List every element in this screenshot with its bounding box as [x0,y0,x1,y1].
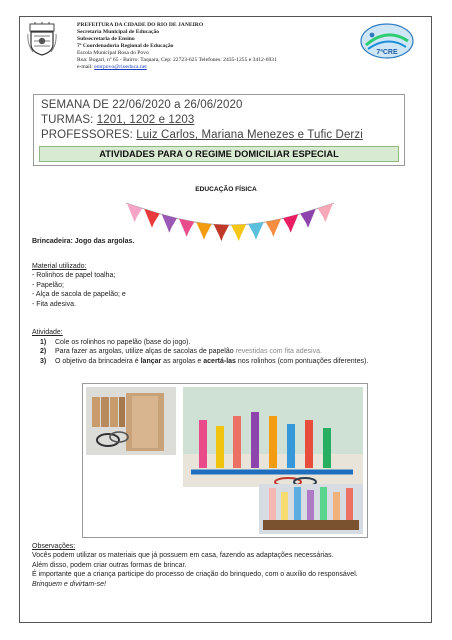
step-item [40,357,410,366]
cre-logo-text: 7ªCRE [376,49,398,56]
bunting-flag [162,214,177,233]
game-variation-photo [259,484,363,534]
step-text: Para fazer as argolas, utilize alças de sacolas de papelão [55,348,236,356]
observations-heading: Observações: [32,543,76,550]
step-bold: acertá-las [203,357,236,365]
cre-logo-icon [358,21,416,61]
materials-section [32,262,412,309]
step-text-grey: revestidas com fita adesiva. [235,348,322,356]
bunting-flag [318,203,333,222]
step-text: as argolas e [161,357,204,365]
teachers-value: Luiz Carlos, Mariana Menezes e Tufic Derzi [136,129,363,141]
observation-line: Além disso, podem criar outras formas de brincar. [32,561,187,569]
step-bold: lançar [140,357,162,365]
section-title: EDUCAÇÃO FÍSICA [195,186,257,193]
letterhead-line-5: Escola Municipal Rosa do Povo [77,50,149,56]
game-photo [183,387,363,487]
week-line: SEMANA DE 22/06/2020 a 26/06/2020 [41,99,243,111]
material-item: - Fita adesiva. [32,300,76,308]
materials-photo [86,387,176,455]
teachers-label: PROFESSORES: [41,129,137,141]
step-number: 1) [40,339,47,346]
bunting-flag [266,219,281,237]
header-box [33,94,405,166]
email-label: e-mail: [77,64,95,70]
letterhead [77,22,362,71]
step-item [40,347,410,356]
activities-banner: ATIVIDADES PARA O REGIME DOMICILIAR ESPECIAL [39,146,399,162]
bunting-flag [127,203,142,222]
bunting-flag [144,209,159,228]
activity-label: Brincadeira: Jogo das argolas. [32,238,135,245]
material-item: - Alça de sacola de papelão; e [32,291,126,299]
observations-section [32,542,412,589]
step-number: 3) [40,357,47,365]
observation-line: É importante que a criança participe do processo de criação do brinquedo, com o auxílio do responsável. [32,571,358,579]
observation-line: Vocês podem utilizar os materiais que já possuem em casa, fazendo as adaptações necessárias. [32,552,334,560]
letterhead-line-3: Subsecretaria de Ensino [77,36,135,42]
bunting-flag [179,219,194,237]
step-text: O objetivo da brincadeira é [55,357,141,365]
closing-line: Brinquem e divirtam-se! [32,580,106,588]
letterhead-email-line [77,64,362,71]
bunting-flag [283,214,298,233]
classes-label: TURMAS: [41,114,97,126]
letterhead-line-6: Rua: Bogari, nº 65 - Bairro: Taquara, Cep: 22723-625 Telefones: 2435-1255 e 3412-6931 [77,57,277,63]
city-crest-icon [27,22,57,56]
bunting-flag [300,209,315,228]
email-link[interactable]: emrpovo@rioeduca.net [94,64,147,70]
material-item: - Papelão; [32,281,64,289]
classes-value: 1201, 1202 e 1203 [96,114,195,126]
photo-collage-illustration [83,384,367,537]
photo-collage [82,383,368,538]
step-text: nos rolinhos (com pontuações diferentes). [235,357,369,365]
steps-heading: Atividade: [32,329,63,336]
step-number: 2) [40,348,47,356]
step-item [40,338,410,347]
letterhead-line-2: Secretaria Municipal de Educação [77,29,160,35]
step-text: Cole os rolinhos no papelão (base do jogo). [55,339,191,346]
letterhead-line-4: 7ª Coordenadoria Regional de Educação [77,43,174,49]
letterhead-line-1: PREFEITURA DA CIDADE DO RIO DE JANEIRO [77,22,204,28]
teachers-line [41,129,363,141]
steps-list [40,338,410,366]
classes-line [41,114,194,126]
material-item: - Rolinhos de papel toalha; [32,272,116,280]
materials-heading: Material utilizado: [32,263,87,270]
